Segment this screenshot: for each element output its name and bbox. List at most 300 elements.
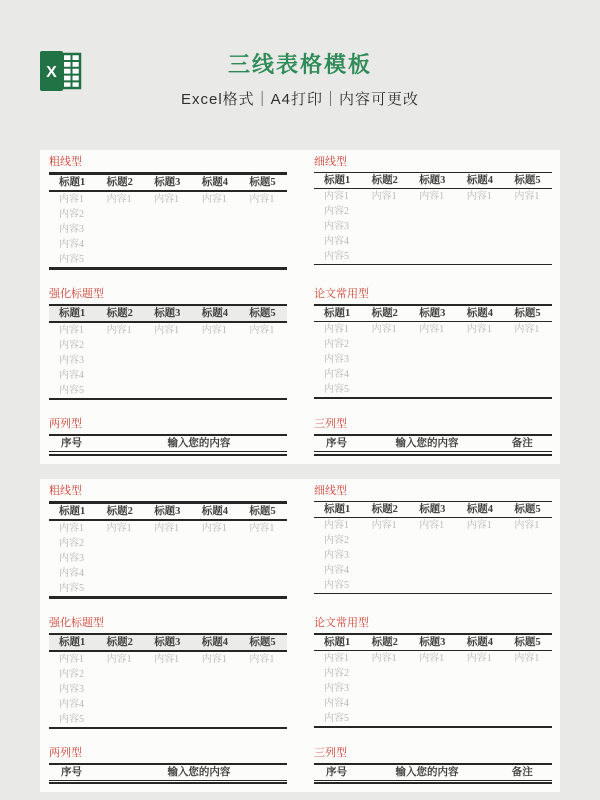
content-cell: 内容1 — [371, 191, 397, 202]
table-header-row — [314, 305, 552, 322]
table-type-label: 三列型 — [314, 746, 347, 759]
table-row — [49, 207, 287, 222]
content-cell — [239, 712, 287, 728]
header-cell: 备注 — [511, 438, 533, 449]
content-cell — [362, 219, 410, 234]
table-body — [49, 191, 287, 269]
header-cell: 序号 — [61, 438, 82, 449]
header-cell: 标题1 — [324, 175, 351, 186]
content-cell — [97, 353, 145, 368]
header-cell: 标题2 — [106, 308, 133, 319]
content-cell — [97, 207, 145, 222]
two-column-table — [49, 434, 287, 456]
table-header-row — [49, 764, 287, 781]
table-header-row — [49, 634, 287, 651]
content-cell — [362, 578, 410, 594]
content-cell: 内容1 — [154, 653, 180, 665]
content-cell: 内容2 — [324, 534, 349, 546]
header-cell: 标题5 — [249, 308, 276, 319]
table-body — [314, 189, 552, 265]
table-row — [314, 322, 552, 338]
table-row — [314, 533, 552, 548]
paper-style-table — [314, 633, 552, 728]
header-cell: 标题2 — [106, 505, 133, 517]
content-cell — [409, 337, 457, 352]
content-cell: 内容4 — [324, 564, 349, 576]
content-cell — [239, 207, 287, 222]
content-cell — [144, 667, 192, 682]
content-cell — [457, 382, 505, 398]
content-cell — [457, 249, 505, 265]
content-cell: 内容3 — [59, 683, 84, 695]
content-cell — [362, 548, 410, 563]
header-cell: 标题3 — [419, 175, 446, 186]
content-cell — [457, 204, 505, 219]
three-column-table — [314, 434, 552, 456]
content-cell: 内容3 — [324, 682, 349, 694]
content-cell — [362, 382, 410, 398]
content-cell — [192, 697, 240, 712]
header-cell: 标题5 — [249, 177, 276, 188]
content-cell: 内容5 — [324, 712, 349, 724]
thick-line-table-card — [49, 156, 287, 270]
table-row — [49, 383, 287, 399]
content-cell: 内容1 — [59, 522, 84, 534]
table-row — [314, 352, 552, 367]
content-cell: 内容1 — [201, 653, 227, 665]
content-cell — [504, 352, 552, 367]
table-header — [49, 435, 287, 452]
content-cell: 内容1 — [514, 519, 540, 531]
table-body — [314, 322, 552, 399]
content-cell — [144, 368, 192, 383]
content-cell: 内容1 — [106, 653, 132, 665]
table-type-label: 强化标题型 — [49, 288, 104, 300]
table-row — [314, 563, 552, 578]
content-cell — [192, 536, 240, 551]
table-header — [49, 305, 287, 322]
content-cell — [192, 237, 240, 252]
spacer-row — [314, 452, 552, 455]
content-cell — [362, 681, 410, 696]
table-row — [314, 382, 552, 398]
content-cell — [239, 222, 287, 237]
header-cell: 标题1 — [59, 505, 86, 517]
content-cell: 内容3 — [324, 221, 349, 232]
table-header — [49, 634, 287, 651]
header-cell: 标题3 — [154, 505, 181, 517]
table-body — [49, 780, 287, 783]
content-cell — [409, 696, 457, 711]
content-cell — [144, 237, 192, 252]
table-row — [49, 368, 287, 383]
content-cell — [144, 222, 192, 237]
template-sheet-1 — [40, 150, 560, 464]
table-row — [314, 711, 552, 727]
content-cell: 内容1 — [249, 653, 275, 665]
content-cell — [409, 563, 457, 578]
content-cell: 内容1 — [371, 324, 397, 335]
content-cell — [457, 533, 505, 548]
content-cell — [457, 234, 505, 249]
enhanced-header-table-card — [49, 288, 287, 400]
content-cell — [409, 711, 457, 727]
content-cell: 内容5 — [59, 254, 84, 265]
content-cell — [144, 536, 192, 551]
table-header-row — [314, 634, 552, 651]
table-type-label: 强化标题型 — [49, 616, 104, 629]
header-cell: 标题2 — [106, 177, 133, 188]
table-row — [49, 191, 287, 207]
header-cell: 输入您的内容 — [395, 766, 459, 778]
content-cell — [409, 249, 457, 265]
content-cell: 内容1 — [419, 324, 445, 335]
header-cell: 序号 — [326, 438, 347, 449]
content-cell — [192, 368, 240, 383]
content-cell: 内容1 — [249, 325, 275, 336]
content-cell — [239, 581, 287, 598]
content-cell — [504, 711, 552, 727]
content-cell — [457, 337, 505, 352]
thin-line-table — [314, 501, 552, 594]
content-cell — [144, 566, 192, 581]
content-cell — [144, 682, 192, 697]
table-row — [49, 697, 287, 712]
content-cell — [362, 533, 410, 548]
header-cell: 标题1 — [59, 308, 86, 319]
content-cell — [97, 252, 145, 269]
content-cell — [362, 367, 410, 382]
content-cell: 内容4 — [324, 236, 349, 247]
table-type-label: 粗线型 — [49, 156, 82, 168]
content-cell — [192, 252, 240, 269]
content-cell: 内容2 — [59, 537, 84, 549]
content-cell — [144, 551, 192, 566]
table-row — [314, 517, 552, 533]
header-cell: 标题4 — [201, 177, 229, 188]
content-cell — [144, 338, 192, 353]
content-cell — [457, 681, 505, 696]
content-cell: 内容1 — [466, 652, 492, 664]
content-cell: 内容5 — [59, 385, 84, 396]
table-header — [49, 174, 287, 192]
content-cell — [192, 383, 240, 399]
content-cell: 内容1 — [371, 519, 397, 531]
header-cell: 标题2 — [371, 308, 398, 319]
content-cell: 内容2 — [59, 209, 84, 220]
content-cell — [97, 237, 145, 252]
table-row — [49, 581, 287, 598]
content-cell: 内容4 — [59, 567, 84, 579]
content-cell: 内容1 — [59, 194, 84, 205]
table-header — [314, 305, 552, 322]
header-cell: 标题2 — [371, 175, 398, 186]
content-cell — [504, 578, 552, 594]
content-cell — [192, 712, 240, 728]
content-cell: 内容1 — [419, 519, 445, 531]
content-cell — [362, 337, 410, 352]
table-row — [49, 252, 287, 269]
spacer-cell — [314, 780, 552, 783]
content-cell — [239, 338, 287, 353]
thin-line-table-card — [314, 156, 552, 270]
table-row — [314, 337, 552, 352]
excel-icon-graphic — [36, 47, 84, 95]
content-cell — [504, 219, 552, 234]
content-cell — [409, 234, 457, 249]
table-header — [314, 634, 552, 651]
content-cell — [97, 697, 145, 712]
table-type-label: 细线型 — [314, 484, 347, 497]
table-type-label: 粗线型 — [49, 484, 82, 497]
content-cell — [504, 563, 552, 578]
content-cell — [504, 249, 552, 265]
table-type-label: 细线型 — [314, 156, 347, 168]
content-cell — [192, 207, 240, 222]
spacer-cell — [49, 452, 287, 455]
header-cell: 序号 — [61, 766, 82, 778]
content-cell — [192, 353, 240, 368]
content-cell — [504, 548, 552, 563]
content-cell — [239, 667, 287, 682]
content-cell — [97, 222, 145, 237]
content-cell — [239, 566, 287, 581]
table-row — [49, 353, 287, 368]
header-cell: 标题4 — [201, 636, 229, 648]
table-row — [49, 536, 287, 551]
content-cell — [504, 337, 552, 352]
content-cell: 内容2 — [324, 667, 349, 679]
content-cell — [457, 367, 505, 382]
header-cell: 标题5 — [514, 308, 541, 319]
header-cell: 标题4 — [466, 636, 494, 648]
content-cell: 内容5 — [59, 713, 84, 725]
header-cell: 输入您的内容 — [167, 438, 231, 449]
table-row — [314, 578, 552, 594]
content-cell: 内容4 — [59, 239, 84, 250]
two-column-table-card — [49, 747, 287, 785]
content-cell — [504, 382, 552, 398]
content-cell — [239, 697, 287, 712]
content-cell — [192, 566, 240, 581]
content-cell — [504, 696, 552, 711]
content-cell: 内容1 — [466, 324, 492, 335]
header-cell: 序号 — [326, 766, 347, 778]
page-title: 三线表格模板 — [227, 52, 372, 77]
content-cell: 内容1 — [324, 519, 349, 531]
content-cell — [457, 711, 505, 727]
content-cell: 内容1 — [106, 325, 132, 336]
table-row — [314, 219, 552, 234]
content-cell: 内容3 — [324, 549, 349, 561]
header-cell: 标题5 — [514, 636, 541, 648]
content-cell — [239, 353, 287, 368]
paper-style-table-card — [314, 288, 552, 400]
paper-style-table-card — [314, 617, 552, 729]
table-row — [49, 651, 287, 667]
content-cell: 内容1 — [514, 191, 540, 202]
content-cell — [409, 533, 457, 548]
content-cell — [409, 548, 457, 563]
content-cell — [144, 712, 192, 728]
content-cell — [409, 219, 457, 234]
content-cell: 内容5 — [59, 582, 84, 594]
content-cell — [457, 548, 505, 563]
content-cell — [362, 563, 410, 578]
table-header-row — [49, 305, 287, 322]
content-cell: 内容1 — [324, 191, 349, 202]
table-type-label: 论文常用型 — [314, 616, 369, 629]
content-cell — [97, 536, 145, 551]
table-row — [49, 551, 287, 566]
content-cell — [144, 252, 192, 269]
content-cell: 内容1 — [466, 519, 492, 531]
thick-line-table — [49, 172, 287, 270]
two-column-table-card — [49, 418, 287, 456]
header-cell: 输入您的内容 — [395, 438, 459, 449]
content-cell: 内容4 — [59, 370, 84, 381]
spacer-cell — [49, 780, 287, 783]
header-cell: 标题3 — [154, 177, 181, 188]
content-cell — [409, 578, 457, 594]
content-cell: 内容1 — [154, 325, 180, 336]
content-cell — [239, 682, 287, 697]
content-cell — [457, 578, 505, 594]
content-cell — [239, 252, 287, 269]
content-cell: 内容5 — [324, 251, 349, 262]
content-cell — [409, 382, 457, 398]
thick-line-table-card — [49, 485, 287, 599]
header-cell: 标题3 — [154, 636, 181, 648]
content-cell: 内容1 — [201, 325, 227, 336]
thin-line-table — [314, 172, 552, 265]
content-cell — [144, 353, 192, 368]
table-row — [314, 367, 552, 382]
content-cell — [97, 667, 145, 682]
content-cell — [239, 237, 287, 252]
table-body — [314, 452, 552, 455]
content-cell — [457, 696, 505, 711]
content-cell — [504, 204, 552, 219]
table-header — [49, 764, 287, 781]
table-body — [314, 650, 552, 727]
content-cell — [239, 383, 287, 399]
spacer-row — [49, 452, 287, 455]
table-row — [314, 666, 552, 681]
header-cell: 标题5 — [514, 503, 541, 515]
table-body — [49, 520, 287, 598]
content-cell: 内容1 — [371, 652, 397, 664]
content-cell — [144, 697, 192, 712]
table-header-row — [49, 174, 287, 192]
content-cell: 内容4 — [59, 698, 84, 710]
content-cell — [97, 566, 145, 581]
table-header-row — [314, 435, 552, 452]
header-cell: 标题4 — [201, 505, 229, 517]
content-cell: 内容3 — [59, 552, 84, 564]
table-row — [49, 682, 287, 697]
content-cell — [409, 204, 457, 219]
content-cell — [362, 711, 410, 727]
content-cell: 内容1 — [419, 191, 445, 202]
content-cell — [409, 666, 457, 681]
header-cell: 标题4 — [466, 308, 494, 319]
excel-icon — [36, 47, 84, 95]
content-cell: 内容4 — [324, 697, 349, 709]
content-cell: 内容1 — [154, 194, 180, 205]
content-cell — [504, 367, 552, 382]
header-cell: 备注 — [511, 766, 533, 778]
content-cell: 内容1 — [466, 191, 492, 202]
content-cell — [97, 712, 145, 728]
content-cell: 内容1 — [154, 522, 180, 534]
header-cell: 标题3 — [154, 308, 181, 319]
table-header — [314, 435, 552, 452]
header-cell: 标题1 — [324, 503, 351, 515]
content-cell — [362, 234, 410, 249]
table-row — [314, 204, 552, 219]
header-cell: 标题4 — [466, 175, 494, 186]
header-cell: 标题5 — [249, 505, 276, 517]
header-cell: 标题1 — [59, 177, 86, 188]
spacer-row — [314, 780, 552, 783]
header — [0, 0, 600, 150]
content-cell: 内容2 — [324, 339, 349, 350]
header-cell: 标题3 — [419, 636, 446, 648]
table-row — [314, 650, 552, 666]
content-cell: 内容1 — [514, 652, 540, 664]
content-cell: 内容1 — [59, 325, 84, 336]
content-cell — [362, 249, 410, 265]
content-cell — [97, 551, 145, 566]
content-cell: 内容1 — [106, 194, 132, 205]
content-cell: 内容2 — [59, 668, 84, 680]
header-cell: 标题3 — [419, 308, 446, 319]
content-cell — [504, 234, 552, 249]
content-cell: 内容2 — [324, 206, 349, 217]
enhanced-header-table — [49, 633, 287, 729]
content-cell: 内容1 — [249, 194, 275, 205]
paper-style-table — [314, 304, 552, 399]
content-cell: 内容5 — [324, 579, 349, 591]
table-header — [314, 173, 552, 189]
header-cell: 标题3 — [419, 503, 446, 515]
svg-text:X: X — [46, 64, 57, 81]
content-cell: 内容1 — [59, 653, 84, 665]
content-cell: 内容1 — [106, 522, 132, 534]
header-cell: 标题4 — [466, 503, 494, 515]
table-header — [49, 502, 287, 520]
content-cell — [192, 581, 240, 598]
spacer-cell — [314, 452, 552, 455]
table-type-label: 两列型 — [49, 418, 82, 430]
content-cell — [504, 666, 552, 681]
table-row — [49, 520, 287, 536]
content-cell — [362, 352, 410, 367]
header-cell: 标题5 — [514, 175, 541, 186]
enhanced-header-table-card — [49, 617, 287, 729]
header-cell: 标题2 — [371, 503, 398, 515]
content-cell: 内容1 — [201, 194, 227, 205]
table-header-row — [314, 501, 552, 517]
content-cell — [192, 682, 240, 697]
content-cell — [97, 682, 145, 697]
three-column-table-card — [314, 747, 552, 785]
content-cell: 内容1 — [324, 652, 349, 664]
table-row — [49, 338, 287, 353]
content-cell — [409, 352, 457, 367]
content-cell — [192, 338, 240, 353]
